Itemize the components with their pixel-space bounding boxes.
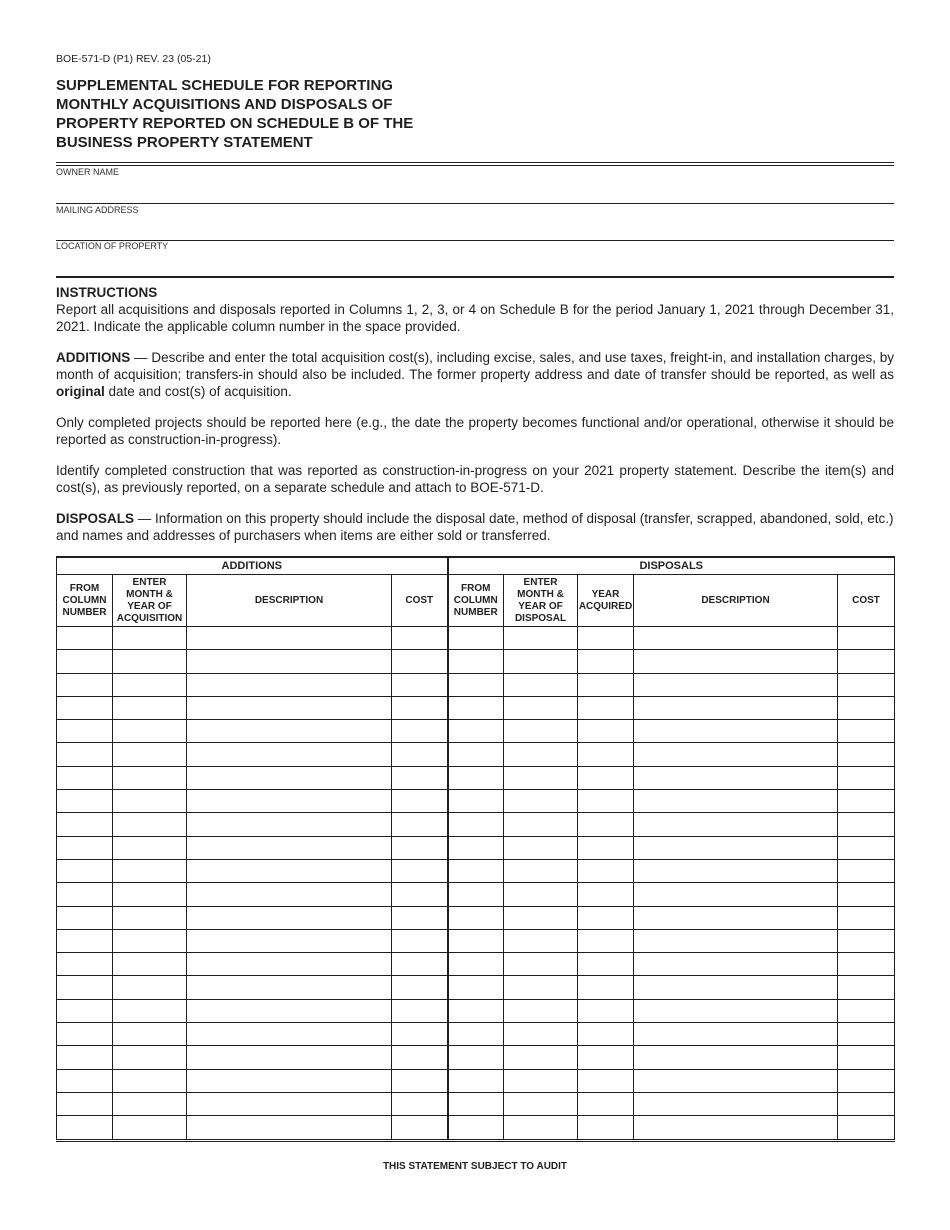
entry-cell[interactable] (392, 859, 448, 882)
entry-cell[interactable] (448, 929, 504, 952)
entry-cell[interactable] (838, 953, 895, 976)
entry-cell[interactable] (838, 720, 895, 743)
entry-cell[interactable] (448, 673, 504, 696)
entry-cell[interactable] (448, 627, 504, 650)
col-year-acquired: YEAR ACQUIRED (578, 575, 634, 627)
entry-cell[interactable] (838, 836, 895, 859)
entry-cell[interactable] (113, 859, 187, 882)
instructions (56, 284, 894, 558)
table-row (57, 813, 895, 836)
audit-notice: THIS STATEMENT SUBJECT TO AUDIT (382, 1161, 568, 1172)
entry-cell[interactable] (838, 1116, 895, 1140)
entry-cell[interactable] (392, 1116, 448, 1140)
entry-cell[interactable] (838, 766, 895, 789)
entry-cell[interactable] (187, 650, 392, 673)
entry-cell[interactable] (392, 813, 448, 836)
disposals-header: DISPOSALS (448, 557, 895, 575)
entry-cell[interactable] (578, 929, 634, 952)
entry-cell[interactable] (838, 1092, 895, 1115)
entry-cell[interactable] (392, 1023, 448, 1046)
title-line: MONTHLY ACQUISITIONS AND DISPOSALS OF (56, 96, 393, 113)
entry-cell[interactable] (187, 1116, 392, 1140)
entry-cell[interactable] (578, 650, 634, 673)
entry-cell[interactable] (838, 906, 895, 929)
entry-cell[interactable] (578, 836, 634, 859)
entry-cell[interactable] (448, 1046, 504, 1069)
entry-cell[interactable] (392, 999, 448, 1022)
entry-cell[interactable] (634, 1092, 838, 1115)
table-row (57, 720, 895, 743)
entry-cell[interactable] (448, 999, 504, 1022)
entry-cell[interactable] (838, 1046, 895, 1069)
entry-cell[interactable] (504, 1116, 578, 1140)
entry-cell[interactable] (113, 766, 187, 789)
entry-cell[interactable] (448, 859, 504, 882)
entry-cell[interactable] (392, 1069, 448, 1092)
entry-cell[interactable] (838, 627, 895, 650)
table-row (57, 696, 895, 719)
entry-cell[interactable] (504, 1023, 578, 1046)
entry-cell[interactable] (57, 859, 113, 882)
entry-cell[interactable] (634, 813, 838, 836)
entry-cell[interactable] (187, 999, 392, 1022)
entry-cell[interactable] (57, 953, 113, 976)
entry-cell[interactable] (634, 1023, 838, 1046)
entry-cell[interactable] (187, 743, 392, 766)
table-row (57, 999, 895, 1022)
entry-cell[interactable] (634, 766, 838, 789)
mailing-address-field[interactable]: MAILING ADDRESS (56, 205, 139, 215)
entry-cell[interactable] (578, 813, 634, 836)
entry-cell[interactable] (448, 743, 504, 766)
table-row (57, 1046, 895, 1069)
entry-cell[interactable] (392, 906, 448, 929)
entry-cell[interactable] (838, 743, 895, 766)
entry-cell[interactable] (634, 743, 838, 766)
disposals-text: — Information on this property should include the disposal date, method of disposal (transfer, scrapped, abandoned, sold, etc.) and names and addresses of purchasers when items are either sold or transferred. (56, 511, 894, 543)
entry-cell[interactable] (634, 929, 838, 952)
entry-cell[interactable] (504, 790, 578, 813)
divider (56, 203, 894, 204)
divider (56, 276, 894, 278)
col-cost: COST (392, 575, 448, 627)
entry-cell[interactable] (187, 1023, 392, 1046)
col-cost: COST (838, 575, 895, 627)
schedule-table (56, 556, 895, 1142)
entry-cell[interactable] (392, 743, 448, 766)
entry-cell[interactable] (392, 766, 448, 789)
entry-cell[interactable] (504, 929, 578, 952)
entry-cell[interactable] (634, 650, 838, 673)
entry-cell[interactable] (634, 673, 838, 696)
entry-cell[interactable] (57, 929, 113, 952)
table-row (57, 929, 895, 952)
entry-cell[interactable] (113, 650, 187, 673)
entry-cell[interactable] (113, 883, 187, 906)
entry-cell[interactable] (392, 720, 448, 743)
original-emphasis: original (56, 384, 105, 399)
table-row (57, 790, 895, 813)
instructions-heading: INSTRUCTIONS (56, 285, 158, 300)
entry-cell[interactable] (838, 650, 895, 673)
entry-cell[interactable] (634, 836, 838, 859)
entry-cell[interactable] (838, 813, 895, 836)
entry-cell[interactable] (504, 953, 578, 976)
entry-cell[interactable] (57, 883, 113, 906)
entry-cell[interactable] (113, 673, 187, 696)
entry-cell[interactable] (504, 650, 578, 673)
col-month-year-disposal: ENTER MONTH & YEAR OF DISPOSAL (504, 575, 578, 627)
entry-cell[interactable] (448, 790, 504, 813)
location-field[interactable]: LOCATION OF PROPERTY (56, 241, 169, 251)
table-row (57, 859, 895, 882)
entry-cell[interactable] (57, 766, 113, 789)
col-from-column-number: FROM COLUMN NUMBER (448, 575, 504, 627)
entry-cell[interactable] (634, 696, 838, 719)
table-row (57, 1092, 895, 1115)
entry-cell[interactable] (634, 999, 838, 1022)
entry-cell[interactable] (113, 906, 187, 929)
entry-cell[interactable] (392, 953, 448, 976)
entry-cell[interactable] (504, 766, 578, 789)
entry-cell[interactable] (578, 883, 634, 906)
entry-cell[interactable] (392, 1046, 448, 1069)
entry-cell[interactable] (504, 1069, 578, 1092)
entry-cell[interactable] (113, 953, 187, 976)
entry-cell[interactable] (634, 1046, 838, 1069)
additions-text: date and cost(s) of acquisition. (104, 384, 292, 399)
col-description: DESCRIPTION (634, 575, 838, 627)
disposals-label: DISPOSALS (56, 511, 135, 526)
entry-cell[interactable] (634, 859, 838, 882)
col-month-year-acquisition: ENTER MONTH & YEAR OF ACQUISITION (113, 575, 187, 627)
entry-cell[interactable] (448, 883, 504, 906)
entry-cell[interactable] (448, 953, 504, 976)
entry-cell[interactable] (57, 673, 113, 696)
table-row (57, 836, 895, 859)
table-row (57, 1069, 895, 1092)
entry-cell[interactable] (187, 1046, 392, 1069)
entry-cell[interactable] (504, 906, 578, 929)
title-line: SUPPLEMENTAL SCHEDULE FOR REPORTING (56, 77, 393, 94)
entry-cell[interactable] (392, 627, 448, 650)
entry-cell[interactable] (392, 673, 448, 696)
entry-cell[interactable] (504, 999, 578, 1022)
entry-cell[interactable] (113, 976, 187, 999)
entry-cell[interactable] (113, 1069, 187, 1092)
entry-cell[interactable] (578, 1069, 634, 1092)
entry-cell[interactable] (57, 813, 113, 836)
entry-cell[interactable] (578, 976, 634, 999)
entry-cell[interactable] (634, 883, 838, 906)
form-title (56, 76, 476, 152)
entry-cell[interactable] (448, 1116, 504, 1140)
entry-cell[interactable] (57, 696, 113, 719)
entry-cell[interactable] (187, 953, 392, 976)
entry-cell[interactable] (578, 1046, 634, 1069)
entry-cell[interactable] (113, 790, 187, 813)
entry-cell[interactable] (578, 906, 634, 929)
entry-cell[interactable] (113, 836, 187, 859)
entry-cell[interactable] (578, 859, 634, 882)
entry-cell[interactable] (187, 836, 392, 859)
table-row (57, 766, 895, 789)
entry-cell[interactable] (578, 673, 634, 696)
entry-cell[interactable] (187, 976, 392, 999)
entry-cell[interactable] (504, 976, 578, 999)
entry-cell[interactable] (578, 766, 634, 789)
entry-cell[interactable] (578, 743, 634, 766)
entry-cell[interactable] (187, 883, 392, 906)
entry-cell[interactable] (57, 999, 113, 1022)
instructions-additions (56, 349, 894, 400)
entry-cell[interactable] (392, 929, 448, 952)
entry-cell[interactable] (504, 1046, 578, 1069)
table-row (57, 627, 895, 650)
entry-cell[interactable] (634, 627, 838, 650)
entry-cell[interactable] (634, 720, 838, 743)
entry-cell[interactable] (57, 790, 113, 813)
entry-cell[interactable] (113, 1046, 187, 1069)
entry-cell[interactable] (838, 790, 895, 813)
entry-cell[interactable] (392, 1092, 448, 1115)
entry-cell[interactable] (838, 976, 895, 999)
entry-cell[interactable] (578, 1092, 634, 1115)
entry-cell[interactable] (57, 1046, 113, 1069)
entry-cell[interactable] (504, 743, 578, 766)
entry-cell[interactable] (578, 790, 634, 813)
entry-cell[interactable] (113, 999, 187, 1022)
entry-cell[interactable] (187, 673, 392, 696)
entry-cell[interactable] (448, 766, 504, 789)
entry-cell[interactable] (578, 627, 634, 650)
instructions-completed: Only completed projects should be reported here (e.g., the date the property becomes functional and/or operational, otherwise it should be reported as construction-in-progress). (56, 415, 894, 447)
entry-cell[interactable] (504, 836, 578, 859)
table-row (57, 673, 895, 696)
instructions-intro: Report all acquisitions and disposals reported in Columns 1, 2, 3, or 4 on Schedule B for the period January 1, 2021 through December 31, 2021. Indicate the applicable column number in the space provided. (56, 302, 894, 334)
entry-cell[interactable] (113, 1092, 187, 1115)
entry-cell[interactable] (634, 976, 838, 999)
table-row (57, 976, 895, 999)
entry-cell[interactable] (392, 836, 448, 859)
entry-cell[interactable] (578, 999, 634, 1022)
entry-cell[interactable] (504, 1092, 578, 1115)
entry-cell[interactable] (113, 813, 187, 836)
table-row (57, 906, 895, 929)
entry-cell[interactable] (504, 673, 578, 696)
entry-cell[interactable] (504, 696, 578, 719)
entry-cell[interactable] (578, 953, 634, 976)
entry-cell[interactable] (57, 627, 113, 650)
entry-cell[interactable] (187, 813, 392, 836)
entry-cell[interactable] (187, 929, 392, 952)
entry-cell[interactable] (838, 859, 895, 882)
form-code: BOE-571-D (P1) REV. 23 (05-21) (56, 53, 211, 65)
table-row (57, 743, 895, 766)
entry-cell[interactable] (504, 813, 578, 836)
table-row (57, 650, 895, 673)
entry-cell[interactable] (187, 1069, 392, 1092)
entry-cell[interactable] (113, 929, 187, 952)
entry-cell[interactable] (448, 650, 504, 673)
entry-cell[interactable] (57, 976, 113, 999)
entry-cell[interactable] (392, 696, 448, 719)
entry-cell[interactable] (57, 650, 113, 673)
entry-cell[interactable] (504, 859, 578, 882)
entry-cell[interactable] (448, 1092, 504, 1115)
entry-cell[interactable] (57, 1116, 113, 1140)
entry-cell[interactable] (187, 720, 392, 743)
entry-cell[interactable] (448, 836, 504, 859)
entry-cell[interactable] (504, 720, 578, 743)
entry-cell[interactable] (838, 673, 895, 696)
entry-cell[interactable] (57, 1069, 113, 1092)
entry-cell[interactable] (578, 1023, 634, 1046)
entry-cell[interactable] (578, 720, 634, 743)
entry-cell[interactable] (187, 859, 392, 882)
title-line: PROPERTY REPORTED ON SCHEDULE B OF THE (56, 115, 414, 132)
table-row (57, 953, 895, 976)
entry-cell[interactable] (634, 790, 838, 813)
entry-cell[interactable] (838, 1069, 895, 1092)
entry-cell[interactable] (838, 929, 895, 952)
additions-text: — Describe and enter the total acquisition cost(s), including excise, sales, and use taxes, freight-in, and installation charges, by month of acquisition; transfers-in should also be included. The former property address and date of transfer should be reported, as well as (56, 350, 894, 382)
entry-cell[interactable] (113, 1023, 187, 1046)
title-line: BUSINESS PROPERTY STATEMENT (56, 134, 313, 151)
table-row (57, 883, 895, 906)
entry-cell[interactable] (187, 790, 392, 813)
entry-cell[interactable] (448, 720, 504, 743)
entry-cell[interactable] (448, 1023, 504, 1046)
entry-cell[interactable] (838, 883, 895, 906)
instructions-disposals (56, 510, 894, 544)
entry-cell[interactable] (578, 1116, 634, 1140)
entry-cell[interactable] (504, 883, 578, 906)
instructions-identify: Identify completed construction that was reported as construction-in-progress on your 2021 property statement. Describe the item(s) and cost(s), as previously reported, on a separate schedule and attach to BOE-571-D. (56, 463, 894, 495)
entry-cell[interactable] (57, 836, 113, 859)
table-row (57, 1116, 895, 1140)
entry-cell[interactable] (392, 883, 448, 906)
entry-cell[interactable] (578, 696, 634, 719)
table-row (57, 1023, 895, 1046)
entry-cell[interactable] (392, 976, 448, 999)
entry-cell[interactable] (187, 627, 392, 650)
entry-cell[interactable] (392, 650, 448, 673)
entry-cell[interactable] (634, 1069, 838, 1092)
entry-cell[interactable] (57, 1023, 113, 1046)
entry-cell[interactable] (634, 953, 838, 976)
entry-cell[interactable] (838, 999, 895, 1022)
entry-cell[interactable] (113, 720, 187, 743)
additions-label: ADDITIONS (56, 350, 131, 365)
entry-cell[interactable] (448, 696, 504, 719)
entry-cell[interactable] (187, 766, 392, 789)
divider (56, 162, 894, 166)
additions-header: ADDITIONS (57, 557, 448, 575)
entry-cell[interactable] (448, 1069, 504, 1092)
owner-name-field[interactable]: OWNER NAME (56, 167, 119, 177)
col-description: DESCRIPTION (187, 575, 392, 627)
entry-cell[interactable] (57, 720, 113, 743)
entry-cell[interactable] (504, 627, 578, 650)
entry-cell[interactable] (57, 1092, 113, 1115)
entry-cell[interactable] (57, 743, 113, 766)
entry-cell[interactable] (448, 813, 504, 836)
entry-cell[interactable] (448, 906, 504, 929)
entry-cell[interactable] (113, 627, 187, 650)
entry-cell[interactable] (187, 906, 392, 929)
col-from-column-number: FROM COLUMN NUMBER (57, 575, 113, 627)
entry-cell[interactable] (634, 906, 838, 929)
entry-cell[interactable] (113, 1116, 187, 1140)
entry-cell[interactable] (838, 696, 895, 719)
entry-cell[interactable] (634, 1116, 838, 1140)
entry-cell[interactable] (57, 906, 113, 929)
entry-cell[interactable] (392, 790, 448, 813)
entry-cell[interactable] (448, 976, 504, 999)
entry-cell[interactable] (113, 743, 187, 766)
entry-cell[interactable] (838, 1023, 895, 1046)
entry-cell[interactable] (187, 1092, 392, 1115)
entry-cell[interactable] (187, 696, 392, 719)
entry-cell[interactable] (113, 696, 187, 719)
